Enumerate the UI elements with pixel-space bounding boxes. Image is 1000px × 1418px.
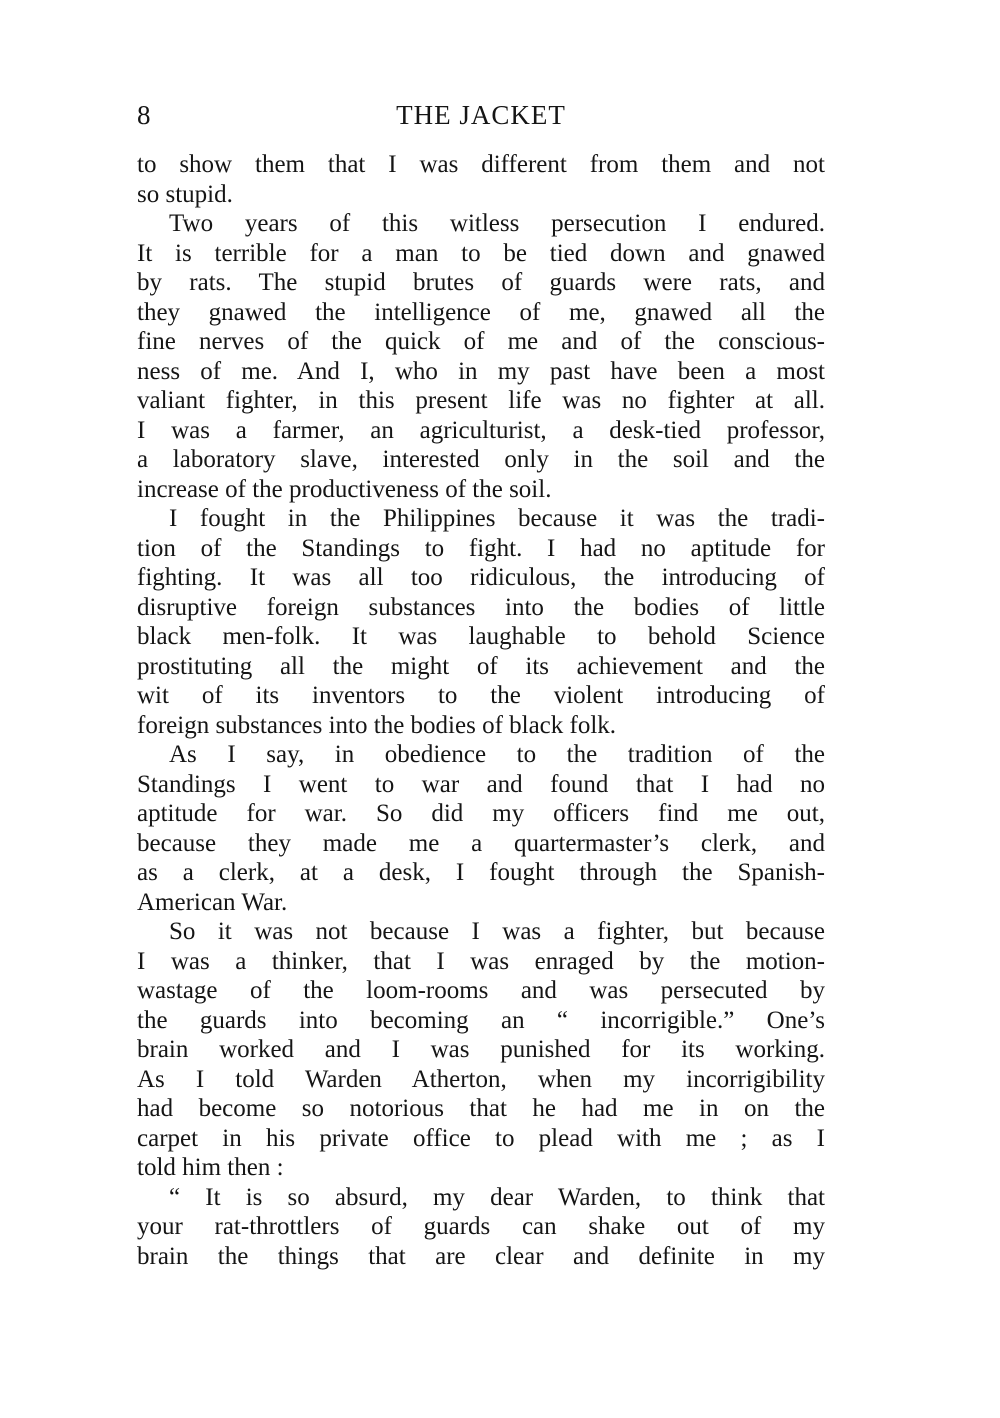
text-line: aptitude for war. So did my officers find me out, (137, 800, 825, 827)
text-line: fighting. It was all too ridiculous, the introducing of (137, 564, 825, 591)
text-line: Standings I went to war and found that I had no (137, 770, 825, 798)
text-line: as a clerk, at a desk, I fought through the Spanish- (137, 859, 825, 886)
text-line: valiant fighter, in this present life was no fighter at all. (137, 387, 825, 414)
page-number: 8 (137, 100, 151, 130)
text-line: foreign substances into the bodies of black folk. (137, 711, 617, 739)
text-line: wastage of the loom-rooms and was persecuted by (137, 977, 825, 1004)
text-line: a laboratory slave, interested only in the soil and the (137, 446, 825, 473)
text-line: I was a farmer, an agriculturist, a desk-tied professor, (137, 416, 825, 444)
text-line: So it was not because I was a fighter, but because (169, 918, 825, 945)
text-line: black men-folk. It was laughable to behold Science (137, 623, 825, 650)
text-line: As I told Warden Atherton, when my incorrigibility (137, 1065, 825, 1093)
text-line: ness of me. And I, who in my past have been a most (137, 357, 825, 385)
text-line: brain worked and I was punished for its working. (137, 1036, 825, 1063)
text-line: I was a thinker, that I was enraged by the motion- (137, 947, 825, 975)
text-line: It is terrible for a man to be tied down and gnawed (137, 239, 825, 267)
text-line: to show them that I was different from them and not (137, 151, 825, 178)
text-line: increase of the productiveness of the soil. (137, 475, 552, 503)
text-line: carpet in his private office to plead with me ; as I (137, 1124, 825, 1152)
text-line: disruptive foreign substances into the bodies of little (137, 593, 825, 621)
text-line: the guards into becoming an “ incorrigible.” One’s (137, 1006, 825, 1034)
text-line: tion of the Standings to fight. I had no aptitude for (137, 534, 825, 562)
text-line: had become so notorious that he had me in on the (137, 1095, 825, 1122)
text-line: told him then : (137, 1154, 284, 1181)
body-text (137, 150, 825, 1271)
text-line: prostituting all the might of its achievement and the (137, 652, 825, 680)
text-line: I fought in the Philippines because it was the tradi- (169, 505, 825, 532)
text-line: Two years of this witless persecution I endured. (169, 210, 825, 237)
text-line: by rats. The stupid brutes of guards were rats, and (137, 269, 825, 296)
text-line: “ It is so absurd, my dear Warden, to think that (169, 1183, 825, 1211)
text-line: because they made me a quartermaster’s clerk, and (137, 829, 825, 857)
text-line: wit of its inventors to the violent introducing of (137, 682, 825, 709)
text-line: your rat-throttlers of guards can shake out of my (137, 1213, 825, 1240)
page-header (137, 95, 825, 135)
text-line: fine nerves of the quick of me and of the conscious- (137, 328, 825, 355)
running-title: THE JACKET (396, 100, 566, 130)
text-line: American War. (137, 888, 288, 916)
text-line: they gnawed the intelligence of me, gnawed all the (137, 298, 825, 326)
text-line: brain the things that are clear and definite in my (137, 1242, 825, 1270)
text-line: so stupid. (137, 180, 233, 208)
text-line: As I say, in obedience to the tradition of the (169, 741, 825, 768)
